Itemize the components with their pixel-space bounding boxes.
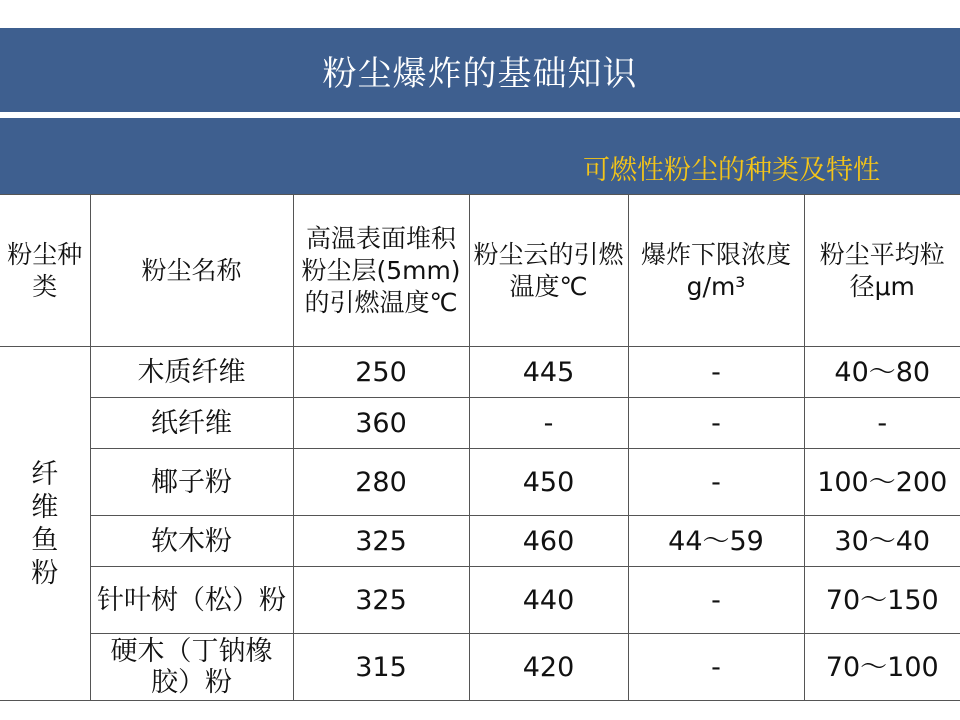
layer-temp-cell: 280 — [293, 449, 469, 516]
lel-cell: - — [628, 634, 804, 701]
category-cell — [0, 347, 90, 701]
particle-size-cell: 70～150 — [804, 567, 960, 634]
particle-size-cell: 30～40 — [804, 516, 960, 567]
header-dust-name: 粉尘名称 — [90, 195, 293, 347]
layer-temp-cell: 315 — [293, 634, 469, 701]
cloud-temp-cell: 445 — [469, 347, 628, 398]
particle-size-cell: - — [804, 398, 960, 449]
dust-name-cell: 椰子粉 — [90, 449, 293, 516]
lel-cell: 44～59 — [628, 516, 804, 567]
cloud-temp-cell: - — [469, 398, 628, 449]
dust-name-cell: 硬木（丁钠橡胶）粉 — [90, 634, 293, 701]
table-row — [0, 449, 960, 516]
dust-name-cell: 针叶树（松）粉 — [90, 567, 293, 634]
lel-cell: - — [628, 398, 804, 449]
header-cloud-ignition-temp: 粉尘云的引燃温度℃ — [469, 195, 628, 347]
header-layer-ignition-temp: 高温表面堆积粉尘层(5mm)的引燃温度℃ — [293, 195, 469, 347]
particle-size-cell: 100～200 — [804, 449, 960, 516]
title-bar — [0, 28, 960, 112]
particle-size-cell: 40～80 — [804, 347, 960, 398]
table-row — [0, 567, 960, 634]
table-row — [0, 516, 960, 567]
subtitle-bar — [0, 118, 960, 194]
particle-size-cell: 70～100 — [804, 634, 960, 701]
dust-name-cell: 木质纤维 — [90, 347, 293, 398]
header-particle-size: 粉尘平均粒径μm — [804, 195, 960, 347]
layer-temp-cell: 250 — [293, 347, 469, 398]
table-row — [0, 347, 960, 398]
header-dust-category: 粉尘种类 — [0, 195, 90, 347]
table-header-row — [0, 195, 960, 347]
cloud-temp-cell: 440 — [469, 567, 628, 634]
table-row — [0, 634, 960, 701]
dust-properties-table — [0, 194, 960, 701]
header-explosion-lower-limit: 爆炸下限浓度g/m³ — [628, 195, 804, 347]
cloud-temp-cell: 460 — [469, 516, 628, 567]
cloud-temp-cell: 420 — [469, 634, 628, 701]
lel-cell: - — [628, 449, 804, 516]
layer-temp-cell: 325 — [293, 567, 469, 634]
lel-cell: - — [628, 347, 804, 398]
table-row — [0, 398, 960, 449]
lel-cell: - — [628, 567, 804, 634]
layer-temp-cell: 325 — [293, 516, 469, 567]
slide-title: 粉尘爆炸的基础知识 — [322, 53, 638, 94]
cloud-temp-cell: 450 — [469, 449, 628, 516]
dust-name-cell: 纸纤维 — [90, 398, 293, 449]
layer-temp-cell: 360 — [293, 398, 469, 449]
dust-name-cell: 软木粉 — [90, 516, 293, 567]
slide-subtitle: 可燃性粉尘的种类及特性 — [583, 155, 880, 186]
category-label: 纤维鱼粉 — [31, 458, 59, 589]
